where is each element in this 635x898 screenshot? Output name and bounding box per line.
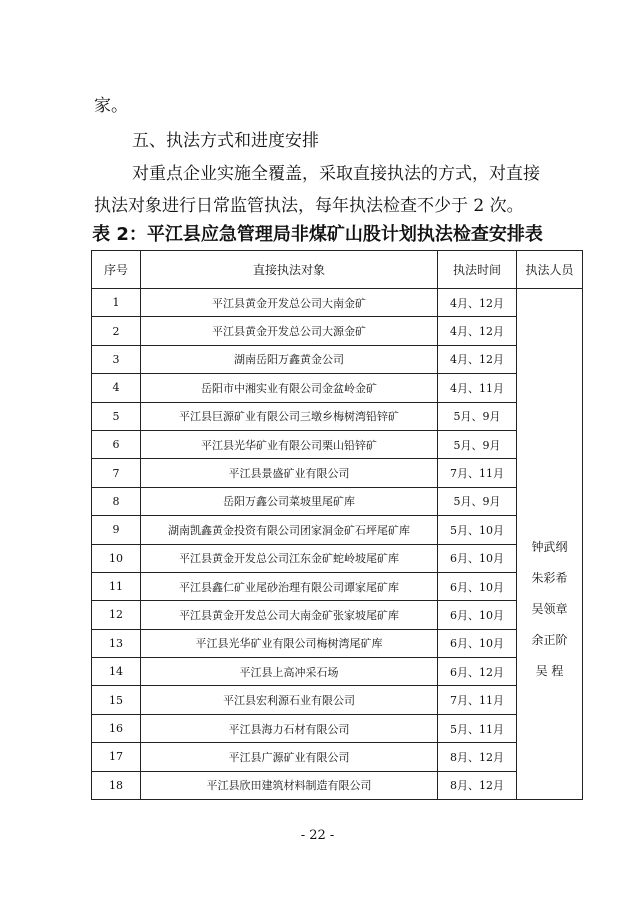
row-number: 7	[92, 459, 141, 487]
row-target: 平江县黄金开发总公司江东金矿蛇岭坡尾矿库	[141, 544, 438, 572]
paragraph-line-1: 对重点企业实施全覆盖，采取直接执法的方式，对直接	[132, 164, 540, 184]
header-no: 序号	[92, 251, 141, 289]
table-row	[92, 658, 583, 686]
table-row	[92, 714, 583, 742]
table-row	[92, 374, 583, 402]
row-target: 平江县鑫仁矿业尾砂治理有限公司谭家尾矿库	[141, 572, 438, 600]
table-row	[92, 629, 583, 657]
row-target: 平江县海力石材有限公司	[141, 714, 438, 742]
row-number: 10	[92, 544, 141, 572]
table-row	[92, 572, 583, 600]
table-row	[92, 345, 583, 373]
section-heading: 五、执法方式和进度安排	[132, 131, 319, 151]
row-target: 湖南岳阳万鑫黄金公司	[141, 345, 438, 373]
row-time: 4月、12月	[438, 289, 517, 317]
row-time: 6月、10月	[438, 572, 517, 600]
row-target: 平江县黄金开发总公司大南金矿张家坡尾矿库	[141, 601, 438, 629]
row-number: 2	[92, 317, 141, 345]
table-row	[92, 317, 583, 345]
table-row	[92, 743, 583, 771]
row-target: 平江县光华矿业有限公司栗山铅锌矿	[141, 430, 438, 458]
row-number: 3	[92, 345, 141, 373]
row-target: 平江县光华矿业有限公司梅树湾尾矿库	[141, 629, 438, 657]
staff-name: 吴领章	[531, 602, 568, 616]
row-number: 16	[92, 714, 141, 742]
row-time: 5月、10月	[438, 516, 517, 544]
row-number: 4	[92, 374, 141, 402]
row-time: 8月、12月	[438, 743, 517, 771]
row-number: 17	[92, 743, 141, 771]
row-number: 9	[92, 516, 141, 544]
row-target: 平江县广源矿业有限公司	[141, 743, 438, 771]
row-time: 4月、11月	[438, 374, 517, 402]
table-row	[92, 601, 583, 629]
staff-cell	[517, 289, 583, 800]
header-time: 执法时间	[438, 251, 517, 289]
row-number: 5	[92, 402, 141, 430]
row-target: 平江县景盛矿业有限公司	[141, 459, 438, 487]
row-time: 7月、11月	[438, 459, 517, 487]
row-number: 18	[92, 771, 141, 799]
row-time: 6月、12月	[438, 658, 517, 686]
staff-name: 余正阶	[531, 633, 568, 647]
table-row	[92, 402, 583, 430]
row-number: 13	[92, 629, 141, 657]
row-target: 平江县宏利源石业有限公司	[141, 686, 438, 714]
row-time: 8月、12月	[438, 771, 517, 799]
header-target: 直接执法对象	[141, 251, 438, 289]
row-target: 平江县黄金开发总公司大源金矿	[141, 317, 438, 345]
table-row	[92, 430, 583, 458]
row-target: 湖南凯鑫黄金投资有限公司团家洞金矿石坪尾矿库	[141, 516, 438, 544]
paragraph-line-2: 执法对象进行日常监管执法，每年执法检查不少于 2 次。	[94, 196, 524, 216]
table-row	[92, 686, 583, 714]
row-target: 岳阳市中湘实业有限公司金盆岭金矿	[141, 374, 438, 402]
row-time: 6月、10月	[438, 544, 517, 572]
row-time: 5月、9月	[438, 430, 517, 458]
table-row	[92, 487, 583, 515]
header-staff: 执法人员	[517, 251, 583, 289]
staff-name: 吴 程	[535, 664, 564, 678]
staff-name: 朱彩希	[531, 571, 568, 585]
row-number: 1	[92, 289, 141, 317]
row-target: 平江县上高冲采石场	[141, 658, 438, 686]
row-time: 5月、9月	[438, 487, 517, 515]
row-number: 8	[92, 487, 141, 515]
row-target: 平江县巨源矿业有限公司三墩乡梅树湾铅锌矿	[141, 402, 438, 430]
row-time: 5月、11月	[438, 714, 517, 742]
row-time: 5月、9月	[438, 402, 517, 430]
table-row	[92, 459, 583, 487]
row-time: 7月、11月	[438, 686, 517, 714]
row-target: 岳阳万鑫公司菜坡里尾矿库	[141, 487, 438, 515]
table-row	[92, 516, 583, 544]
paragraph-continuation: 家。	[94, 96, 128, 116]
table-body	[92, 289, 583, 800]
row-number: 12	[92, 601, 141, 629]
row-target: 平江县欣田建筑材料制造有限公司	[141, 771, 438, 799]
table-row	[92, 289, 583, 317]
row-number: 6	[92, 430, 141, 458]
row-time: 6月、10月	[438, 629, 517, 657]
row-number: 11	[92, 572, 141, 600]
table-row	[92, 771, 583, 799]
table-row	[92, 544, 583, 572]
table-caption: 表 2：平江县应急管理局非煤矿山股计划执法检查安排表	[92, 224, 543, 245]
row-number: 14	[92, 658, 141, 686]
staff-name: 钟武纲	[531, 540, 568, 554]
table-header-row	[92, 251, 583, 289]
inspection-schedule-table	[91, 250, 583, 800]
row-time: 4月、12月	[438, 345, 517, 373]
row-time: 4月、12月	[438, 317, 517, 345]
row-time: 6月、10月	[438, 601, 517, 629]
row-target: 平江县黄金开发总公司大南金矿	[141, 289, 438, 317]
page-number: - 22 -	[300, 828, 335, 843]
row-number: 15	[92, 686, 141, 714]
